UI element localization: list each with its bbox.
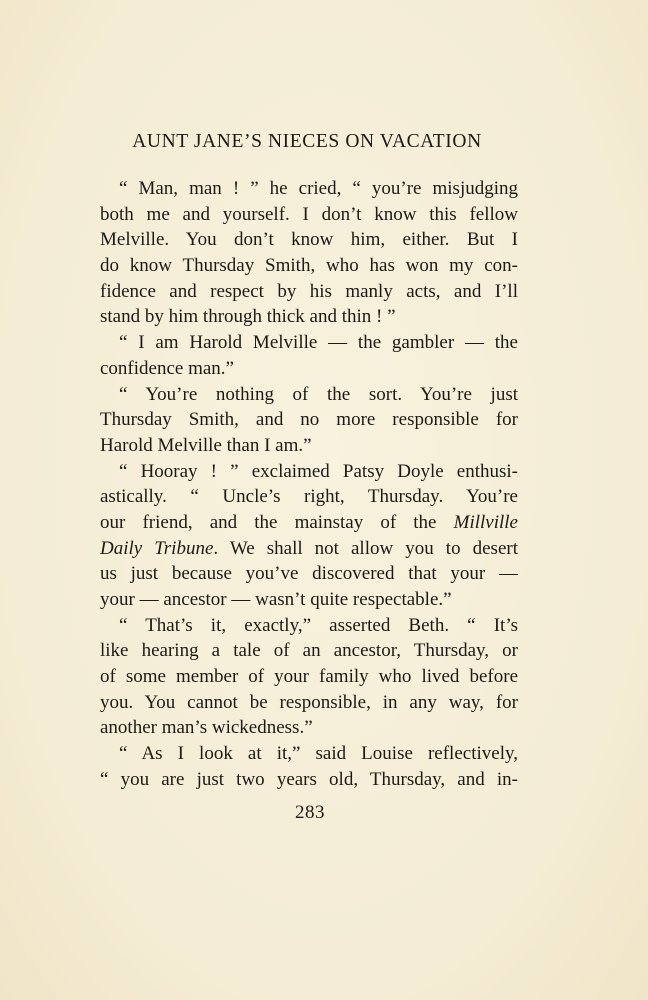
- text-line: [100, 510, 518, 536]
- running-head: AUNT JANE’S NIECES ON VACATION: [132, 131, 482, 152]
- text-line: Harold Melville than I am.”: [100, 434, 312, 456]
- text-line: Melville. You don’t know him, either. But I: [100, 229, 518, 251]
- page-number: 283: [295, 802, 325, 823]
- text-line: “ Man, man ! ” he cried, “ you’re misjudging: [119, 178, 518, 199]
- italic-text: Millville: [453, 511, 518, 533]
- text-line: fidence and respect by his manly acts, and I’ll: [100, 280, 518, 302]
- text-line: of some member of your family who lived before: [100, 666, 518, 688]
- text-line: your — ancestor — wasn’t quite respectable.”: [100, 589, 452, 610]
- text-line: stand by him through thick and thin ! ”: [100, 306, 396, 328]
- text-line: “ You’re nothing of the sort. You’re just: [119, 383, 518, 405]
- text-segment: . We shall not allow you to desert: [213, 537, 518, 559]
- text-line: do know Thursday Smith, who has won my con-: [100, 255, 518, 277]
- text-line: astically. “ Uncle’s right, Thursday. You’re: [100, 486, 518, 508]
- text-segment: our friend, and the mainstay of the: [100, 511, 454, 533]
- text-line: like hearing a tale of an ancestor, Thursday, or: [100, 640, 518, 662]
- text-line: “ As I look at it,” said Louise reflectively,: [119, 743, 518, 765]
- text-line: confidence man.”: [100, 357, 234, 379]
- text-line: us just because you’ve discovered that your —: [100, 563, 518, 585]
- text-line: “ Hooray ! ” exclaimed Patsy Doyle enthusi-: [119, 460, 518, 482]
- text-line: “ you are just two years old, Thursday, and in-: [100, 768, 518, 790]
- italic-text: Daily Tribune: [100, 537, 214, 559]
- text-line: Thursday Smith, and no more responsible for: [100, 409, 518, 431]
- text-line: [100, 536, 518, 562]
- text-line: you. You cannot be responsible, in any way, for: [100, 691, 518, 713]
- text-line: “ I am Harold Melville — the gambler — the: [119, 332, 518, 354]
- body-text: [100, 176, 518, 793]
- text-line: “ That’s it, exactly,” asserted Beth. “ It’s: [119, 614, 518, 636]
- text-line: both me and yourself. I don’t know this fellow: [100, 203, 518, 225]
- text-line: another man’s wickedness.”: [100, 717, 313, 739]
